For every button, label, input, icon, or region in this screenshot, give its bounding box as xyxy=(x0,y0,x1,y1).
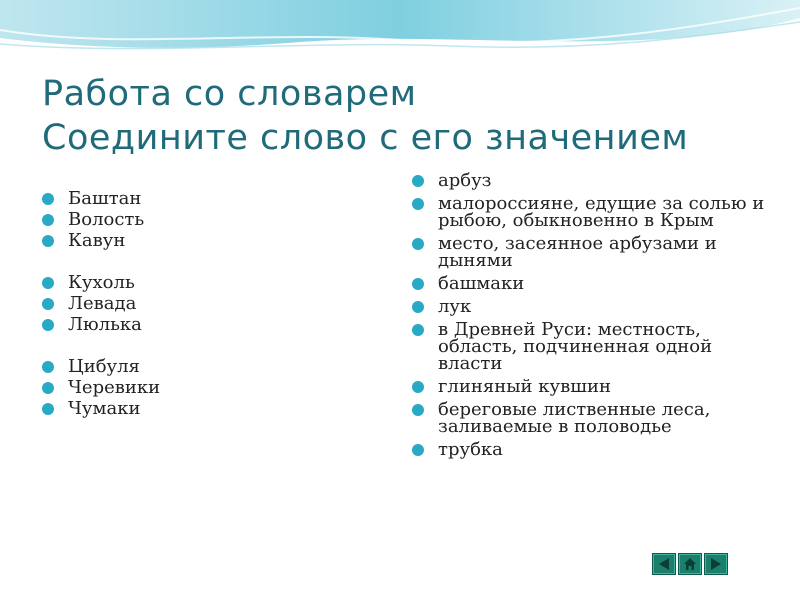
word-text: Люлька xyxy=(68,314,142,335)
bullet-icon xyxy=(42,403,54,415)
bullet-icon xyxy=(412,324,424,336)
bullet-icon xyxy=(412,278,424,290)
word-item xyxy=(42,293,342,314)
word-text: Баштан xyxy=(68,188,142,209)
meaning-text: лук xyxy=(438,296,472,317)
bullet-icon xyxy=(42,235,54,247)
meaning-text: место, засеянное арбузами и дынями xyxy=(438,233,717,271)
meaning-text: башмаки xyxy=(438,273,525,294)
meaning-text: трубка xyxy=(438,439,503,460)
word-item xyxy=(42,188,342,209)
word-item xyxy=(42,230,342,251)
word-text: Волость xyxy=(68,209,145,230)
meaning-item xyxy=(412,275,782,292)
slide-navigation xyxy=(652,553,728,575)
bullet-icon xyxy=(412,301,424,313)
word-item xyxy=(42,377,342,398)
title-line-1: Работа со словарем xyxy=(42,74,417,114)
word-text: Цибуля xyxy=(68,356,140,377)
word-item xyxy=(42,209,342,230)
back-button[interactable] xyxy=(652,553,676,575)
forward-button[interactable] xyxy=(704,553,728,575)
word-item xyxy=(42,398,342,419)
bullet-icon xyxy=(412,175,424,187)
word-text: Левада xyxy=(68,293,137,314)
title-line-2: Соедините слово с его значением xyxy=(42,118,689,158)
word-text: Кухоль xyxy=(68,272,135,293)
meaning-text: малороссияне, едущие за солью и рыбою, обыкновенно в Крым xyxy=(438,193,765,231)
word-text: Черевики xyxy=(68,377,161,398)
word-text: Чумаки xyxy=(68,398,141,419)
slide-title xyxy=(42,72,782,160)
bullet-icon xyxy=(42,193,54,205)
meaning-item xyxy=(412,298,782,315)
bullet-icon xyxy=(42,214,54,226)
meaning-item xyxy=(412,401,782,435)
bullet-icon xyxy=(412,444,424,456)
bullet-icon xyxy=(42,382,54,394)
meaning-item xyxy=(412,321,782,372)
word-item xyxy=(42,314,342,335)
home-icon xyxy=(683,557,697,571)
bullet-icon xyxy=(412,404,424,416)
meanings-list xyxy=(412,172,782,464)
bullet-icon xyxy=(42,361,54,373)
bullet-icon xyxy=(42,319,54,331)
word-text: Кавун xyxy=(68,230,126,251)
back-icon xyxy=(657,557,671,571)
meaning-item xyxy=(412,172,782,189)
bullet-icon xyxy=(42,298,54,310)
bullet-icon xyxy=(412,198,424,210)
bullet-icon xyxy=(412,238,424,250)
meaning-item xyxy=(412,378,782,395)
word-item xyxy=(42,356,342,377)
meaning-text: глиняный кувшин xyxy=(438,376,611,397)
meaning-text: в Древней Руси: местность, область, подчиненная одной власти xyxy=(438,319,713,374)
header-wave-decoration xyxy=(0,0,800,80)
meaning-text: арбуз xyxy=(438,170,492,191)
meaning-text: береговые лиственные леса, заливаемые в половодье xyxy=(438,399,711,437)
word-item xyxy=(42,272,342,293)
words-list xyxy=(42,188,342,419)
meaning-item xyxy=(412,441,782,458)
meaning-item xyxy=(412,195,782,229)
meaning-item xyxy=(412,235,782,269)
forward-icon xyxy=(709,557,723,571)
bullet-icon xyxy=(412,381,424,393)
bullet-icon xyxy=(42,277,54,289)
home-button[interactable] xyxy=(678,553,702,575)
